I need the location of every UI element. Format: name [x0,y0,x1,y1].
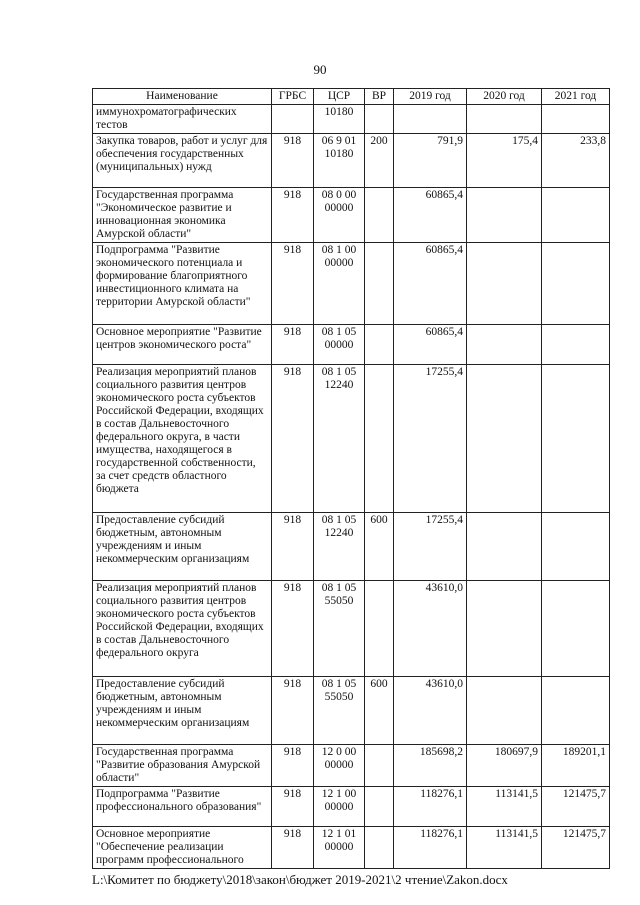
cell-2020 [467,105,542,134]
cell-vr [365,745,394,787]
cell-name: Подпрограмма "Развитие экономического потенциала и формирование благоприятного инвестиционного климата на территории Амурской области" [93,243,272,325]
cell-2020 [467,188,542,243]
cell-2019: 791,9 [394,134,467,188]
header-grbs: ГРБС [272,89,314,105]
cell-csr: 12 1 01 00000 [314,827,365,869]
cell-grbs: 918 [272,513,314,581]
cell-2021 [542,581,610,677]
cell-2021 [542,105,610,134]
table-row [93,677,610,745]
cell-2019: 118276,1 [394,787,467,827]
table-row [93,745,610,787]
cell-vr [365,827,394,869]
cell-2019: 17255,4 [394,513,467,581]
table-row [93,581,610,677]
cell-name: Предоставление субсидий бюджетным, автономным учреждениям и иным некоммерческим организациям [93,513,272,581]
table-row [93,105,610,134]
cell-csr: 08 1 05 55050 [314,677,365,745]
header-name: Наименование [93,89,272,105]
cell-name: Подпрограмма "Развитие профессионального образования" [93,787,272,827]
cell-grbs: 918 [272,325,314,365]
cell-vr [365,188,394,243]
cell-grbs: 918 [272,243,314,325]
footer-file-path: L:\Комитет по бюджету\2018\закон\бюджет 2019-2021\2 чтение\Zakon.docx [92,872,508,887]
cell-2021 [542,243,610,325]
cell-vr: 200 [365,134,394,188]
cell-2021 [542,188,610,243]
cell-grbs: 918 [272,365,314,513]
cell-name: Предоставление субсидий бюджетным, автономным учреждениям и иным некоммерческим организациям [93,677,272,745]
header-vr: ВР [365,89,394,105]
cell-2019: 17255,4 [394,365,467,513]
cell-2021 [542,365,610,513]
cell-csr: 12 1 00 00000 [314,787,365,827]
cell-2021 [542,325,610,365]
cell-2019: 60865,4 [394,188,467,243]
table-header-row [93,89,610,105]
cell-csr: 10180 [314,105,365,134]
cell-vr [365,581,394,677]
cell-grbs: 918 [272,827,314,869]
cell-2020 [467,513,542,581]
budget-table [92,88,610,869]
table-row [93,787,610,827]
cell-2020: 175,4 [467,134,542,188]
cell-vr [365,787,394,827]
cell-grbs: 918 [272,677,314,745]
cell-name: Реализация мероприятий планов социального развития центров экономического роста субъектов Российской Федерации, входящих в состав Дальневосточного федерального округа [93,581,272,677]
cell-vr [365,325,394,365]
cell-name: иммунохроматографических тестов [93,105,272,134]
cell-2020 [467,581,542,677]
cell-vr: 600 [365,513,394,581]
cell-name: Основное мероприятие "Обеспечение реализации программ профессионального [93,827,272,869]
cell-grbs: 918 [272,745,314,787]
cell-grbs: 918 [272,188,314,243]
cell-2019: 185698,2 [394,745,467,787]
cell-grbs: 918 [272,787,314,827]
cell-vr [365,105,394,134]
header-csr: ЦСР [314,89,365,105]
cell-csr: 08 1 05 55050 [314,581,365,677]
cell-name: Закупка товаров, работ и услуг для обеспечения государственных (муниципальных) нужд [93,134,272,188]
header-2021: 2021 год [542,89,610,105]
cell-2021 [542,513,610,581]
cell-2021 [542,677,610,745]
cell-csr: 08 0 00 00000 [314,188,365,243]
cell-grbs: 918 [272,581,314,677]
table-row [93,188,610,243]
cell-csr: 08 1 05 12240 [314,513,365,581]
cell-vr [365,365,394,513]
cell-csr: 12 0 00 00000 [314,745,365,787]
cell-name: Государственная программа "Экономическое развитие и инновационная экономика Амурской области" [93,188,272,243]
cell-2019: 43610,0 [394,677,467,745]
cell-2021: 233,8 [542,134,610,188]
cell-csr: 08 1 00 00000 [314,243,365,325]
cell-2021: 121475,7 [542,827,610,869]
header-2020: 2020 год [467,89,542,105]
cell-2020 [467,325,542,365]
cell-2020: 113141,5 [467,787,542,827]
cell-csr: 08 1 05 00000 [314,325,365,365]
cell-name: Реализация мероприятий планов социального развития центров экономического роста субъектов Российской Федерации, входящих в состав Дальневосточного федерального округа, в части имущества, находящегося в государственной собственности, за счет средств областного бюджета [93,365,272,513]
table-row [93,513,610,581]
cell-2019: 60865,4 [394,243,467,325]
table-row [93,365,610,513]
table-row [93,827,610,869]
table-body [93,105,610,869]
cell-vr: 600 [365,677,394,745]
cell-2020: 113141,5 [467,827,542,869]
cell-2021: 189201,1 [542,745,610,787]
cell-2021: 121475,7 [542,787,610,827]
cell-2019: 118276,1 [394,827,467,869]
cell-2019: 60865,4 [394,325,467,365]
cell-2020 [467,243,542,325]
cell-csr: 08 1 05 12240 [314,365,365,513]
cell-name: Основное мероприятие "Развитие центров экономического роста" [93,325,272,365]
cell-2019 [394,105,467,134]
cell-2020: 180697,9 [467,745,542,787]
cell-2020 [467,365,542,513]
table-row [93,134,610,188]
header-2019: 2019 год [394,89,467,105]
table-row [93,325,610,365]
cell-grbs: 918 [272,134,314,188]
page-number: 90 [313,62,327,77]
cell-2019: 43610,0 [394,581,467,677]
cell-grbs [272,105,314,134]
table-row [93,243,610,325]
cell-name: Государственная программа "Развитие образования Амурской области" [93,745,272,787]
cell-vr [365,243,394,325]
cell-csr: 06 9 01 10180 [314,134,365,188]
cell-2020 [467,677,542,745]
